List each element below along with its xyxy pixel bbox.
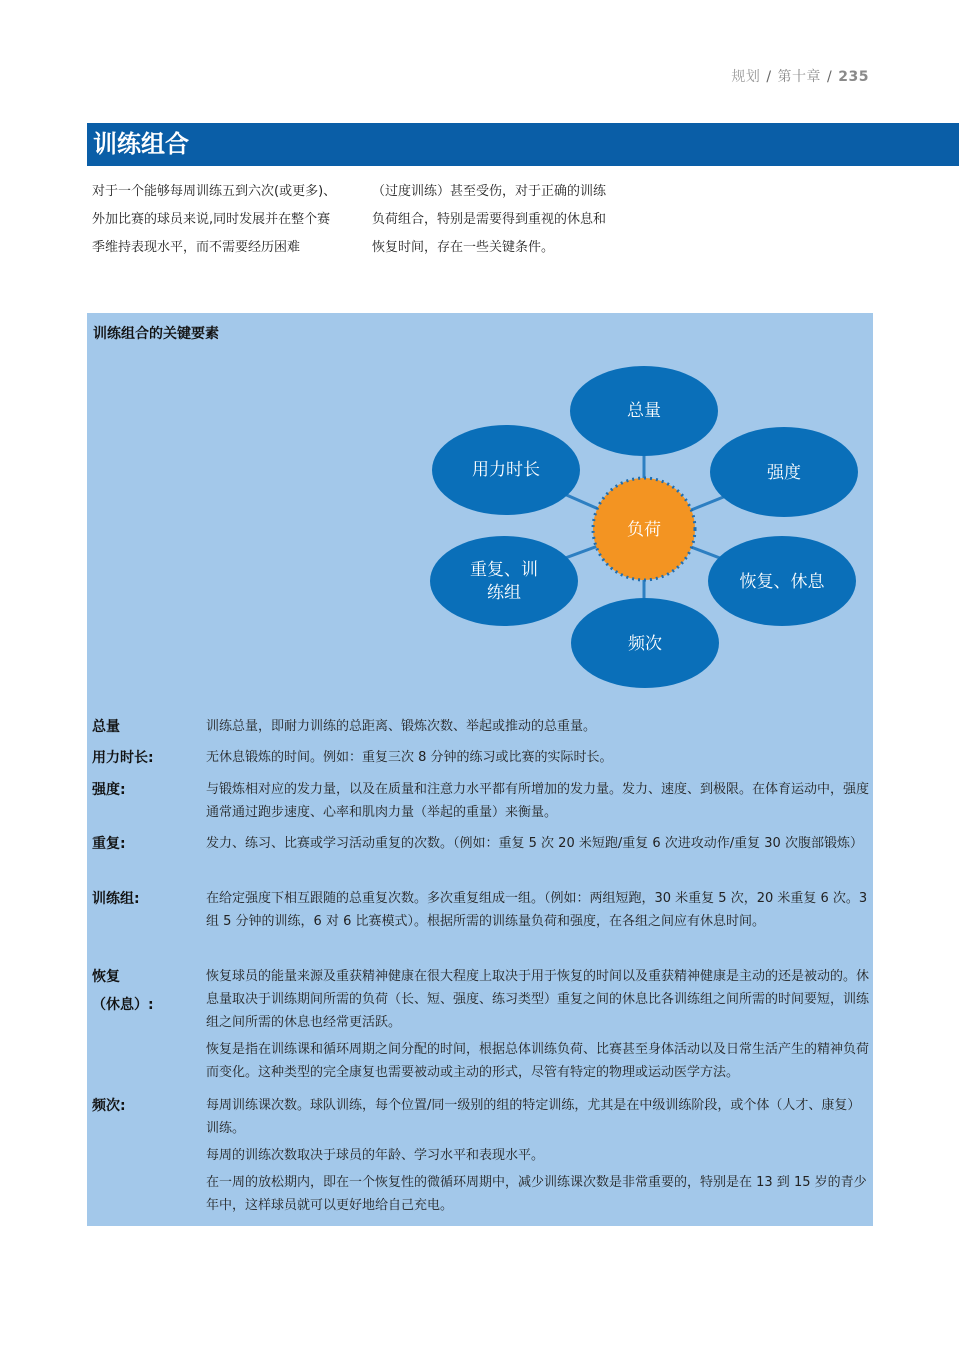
header-section: 规划 xyxy=(731,69,761,85)
intro-line: 季维持表现水平，而不需要经历困难 xyxy=(92,240,301,255)
section-title: 训练组合 xyxy=(93,130,189,158)
page-number: 235 xyxy=(838,69,869,85)
key-elements-panel xyxy=(87,313,873,1226)
definition-body xyxy=(206,778,869,828)
definition-body xyxy=(206,715,869,742)
definition-term: 训练组: xyxy=(92,891,140,907)
definition-term: 频次: xyxy=(92,1098,126,1114)
panel-title: 训练组合的关键要素 xyxy=(93,326,219,342)
definition-body xyxy=(206,746,869,773)
node-label: 总量 xyxy=(627,401,661,421)
definition-term-line: （休息）: xyxy=(92,997,154,1013)
definition-text: 每周训练课次数。球队训练，每个位置/同一级别的组的特定训练，尤其是在中级训练阶段，或个体（人才、康复）训练。 xyxy=(206,1098,861,1136)
definition-body xyxy=(206,887,869,937)
definition-term: 总量 xyxy=(92,719,120,735)
node-label: 频次 xyxy=(628,634,662,654)
definition-term: 重复: xyxy=(92,836,126,852)
definition-term xyxy=(92,965,154,1017)
intro-line: （过度训练）甚至受伤，对于正确的训练 xyxy=(372,184,607,199)
definition-text: 在给定强度下相互跟随的总重复次数。多次重复组成一组。（例如：两组短跑，30 米重复 5 次，20 米重复 6 次。3 组 5 分钟的训练，6 对 6 比赛模式）。根据所需的训练量负荷和强度，在各组之间应有休息时间。 xyxy=(206,891,868,929)
intro-line: 恢复时间，存在一些关键条件。 xyxy=(372,240,555,255)
section-title-bar xyxy=(87,123,959,166)
definition-text: 在一周的放松期内，即在一个恢复性的微循环周期中，减少训练课次数是非常重要的，特别是在 13 到 15 岁的青少年中，这样球员就可以更好地给自己充电。 xyxy=(206,1175,867,1213)
definition-text: 与锻炼相对应的发力量，以及在质量和注意力水平都有所增加的发力量。发力、速度、到极限。在体育运动中，强度通常通过跑步速度、心率和肌肉力量（举起的重量）来衡量。 xyxy=(206,782,870,820)
definition-text: 无休息锻炼的时间。例如：重复三次 8 分钟的练习或比赛的实际时长。 xyxy=(206,750,613,765)
header-separator: / xyxy=(827,69,833,85)
header-chapter: 第十章 xyxy=(777,69,822,85)
node-recovery-rest xyxy=(708,536,856,626)
load-diagram xyxy=(87,313,873,703)
definition-term-line: 恢复 xyxy=(92,969,120,985)
node-effort-duration xyxy=(432,425,580,515)
node-intensity xyxy=(710,427,858,517)
node-label: 重复、训 xyxy=(470,560,538,580)
intro-line: 对于一个能够每周训练五到六次(或更多)、 xyxy=(92,184,337,199)
intro-line: 负荷组合，特别是需要得到重视的休息和 xyxy=(372,212,607,227)
node-label: 强度 xyxy=(767,463,801,483)
intro-column-left xyxy=(92,178,367,262)
node-label: 用力时长 xyxy=(472,460,540,480)
running-header xyxy=(731,66,869,86)
node-frequency xyxy=(571,598,719,688)
definition-term: 强度: xyxy=(92,782,126,798)
header-separator: / xyxy=(766,69,772,85)
definition-text: 恢复是指在训练课和循环周期之间分配的时间，根据总体训练负荷、比赛甚至身体活动以及日常生活产生的精神负荷而变化。这种类型的完全康复也需要被动或主动的形式，尽管有特定的物理或运动医学方法。 xyxy=(206,1042,870,1080)
definition-text: 发力、练习、比赛或学习活动重复的次数。（例如：重复 5 次 20 米短跑/重复 6 次进攻动作/重复 30 次腹部锻炼） xyxy=(206,836,863,851)
node-load-center xyxy=(593,478,695,580)
node-ellipse xyxy=(430,536,578,626)
definition-text: 训练总量，即耐力训练的总距离、锻炼次数、举起或推动的总重量。 xyxy=(206,719,597,734)
definition-text: 每周的训练次数取决于球员的年龄、学习水平和表现水平。 xyxy=(206,1148,545,1163)
node-total-volume xyxy=(570,366,718,456)
node-repetition-sets xyxy=(430,536,578,626)
center-label: 负荷 xyxy=(627,520,661,540)
definition-body xyxy=(206,832,869,859)
definition-body xyxy=(206,965,869,1088)
intro-line: 外加比赛的球员来说,同时发展并在整个赛 xyxy=(92,212,331,227)
intro-column-right xyxy=(372,178,647,262)
definition-text: 恢复球员的能量来源及重获精神健康在很大程度上取决于用于恢复的时间以及重获精神健康是主动的还是被动的。休息量取决于训练期间所需的负荷（长、短、强度、练习类型）重复之间的休息比各训练组之间所需的时间要短，训练组之间所需的休息也经常更活跃。 xyxy=(206,969,870,1030)
definition-term: 用力时长: xyxy=(92,750,154,766)
definition-body xyxy=(206,1094,869,1221)
node-label: 练组 xyxy=(487,583,521,603)
node-label: 恢复、休息 xyxy=(739,572,825,592)
